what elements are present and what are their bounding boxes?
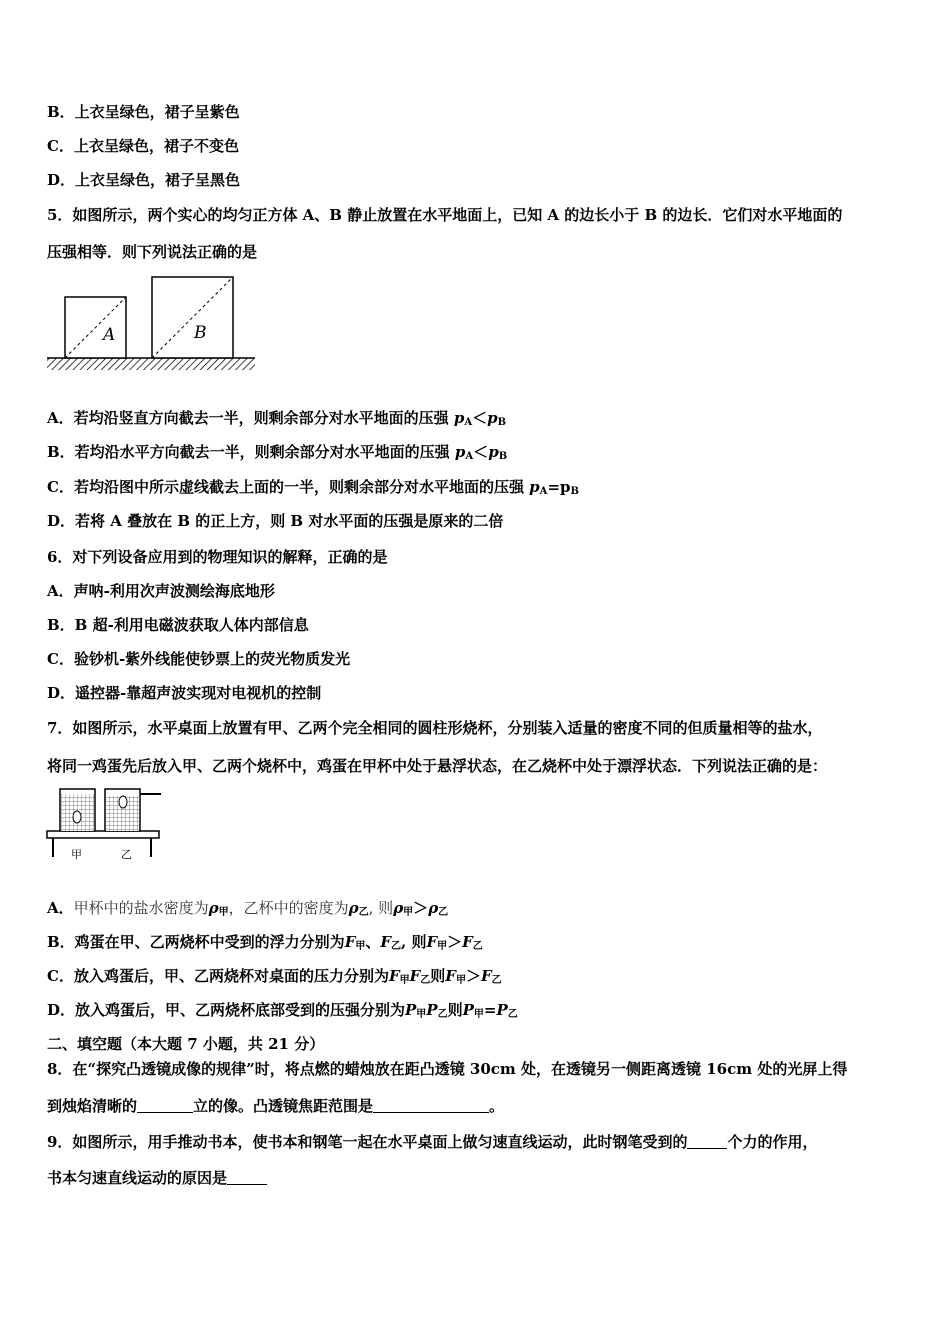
ground-hatch	[47, 358, 255, 370]
q7-option-c: C．放入鸡蛋后，甲、乙两烧杯对桌面的压力分别为$F_甲F_乙$则$F_甲>F_乙$	[47, 967, 502, 986]
label-yi: 乙	[121, 848, 132, 861]
q5-option-d: D．若将 A 叠放在 B 的正上方，则 B 对水平面的压强是原来的二倍	[47, 512, 504, 530]
q9-line1: 9．如图所示，用手推动书本，使书本和钢笔一起在水平桌面上做匀速直线运动，此时钢笔受到的 个力的作用，	[47, 1133, 818, 1151]
q4-option-d: D．上衣呈绿色，裙子呈黑色	[47, 171, 241, 189]
table-top	[47, 831, 159, 838]
q9-blank-1[interactable]	[687, 1134, 727, 1149]
egg-jia	[73, 811, 81, 823]
q6-option-d: D．遥控器-靠超声波实现对电视机的控制	[47, 684, 322, 702]
cube-a-label: A	[103, 325, 116, 345]
q6-option-b: B．B 超-利用电磁波获取人体内部信息	[47, 616, 309, 634]
section-heading: 二、填空题（本大题 7 小题，共 21 分）	[47, 1035, 325, 1053]
q8-blank-2[interactable]	[373, 1098, 489, 1113]
q5-stem-line2: 压强相等．则下列说法正确的是	[47, 243, 258, 261]
q7-stem-line2: 将同一鸡蛋先后放入甲、乙两个烧杯中，鸡蛋在甲杯中处于悬浮状态，在乙烧杯中处于漂浮状态．下列说法正确的是：	[47, 757, 828, 775]
q6-option-c: C．验钞机-紫外线能使钞票上的荧光物质发光	[47, 650, 351, 668]
q5-stem-line1: 5．如图所示，两个实心的均匀正方体 A、B 静止放置在水平地面上，已知 A 的边长小于 B 的边长．它们对水平地面的	[47, 206, 843, 224]
q9-line2: 书本匀速直线运动的原因是	[47, 1168, 267, 1188]
q6-stem: 6．对下列设备应用到的物理知识的解释，正确的是	[47, 548, 388, 566]
cube-b-label: B	[194, 323, 207, 343]
q7-beakers-figure	[45, 785, 165, 865]
q8-line1: 8．在“探究凸透镜成像的规律”时，将点燃的蜡烛放在距凸透镜 30cm 处，在透镜另一侧距离透镜 16cm 处的光屏上得	[47, 1060, 848, 1078]
egg-yi	[119, 796, 127, 808]
label-jia: 甲	[71, 848, 82, 861]
q5-option-c: C．若均沿图中所示虚线截去上面的一半，则剩余部分对水平地面的压强 $p_A=p_B$	[47, 478, 579, 497]
q6-option-a: A．声呐-利用次声波测绘海底地形	[47, 582, 275, 600]
q9-blank-2[interactable]	[227, 1170, 267, 1185]
q8-line2: 到烛焰清晰的 立的像。凸透镜焦距范围是 。	[47, 1097, 505, 1115]
q7-option-d: D．放入鸡蛋后，甲、乙两烧杯底部受到的压强分别为$P_甲P_乙$则$P_甲=P_乙$	[47, 1001, 518, 1020]
q4-option-c: C．上衣呈绿色，裙子不变色	[47, 137, 239, 155]
q7-option-b: B．鸡蛋在甲、乙两烧杯中受到的浮力分别为$F_甲$、$F_乙$, 则$F_甲>F_乙$	[47, 933, 483, 952]
q5-option-a: A．若均沿竖直方向截去一半，则剩余部分对水平地面的压强 $p_A<p_B$	[47, 409, 507, 428]
q7-stem-line1: 7．如图所示，水平桌面上放置有甲、乙两个完全相同的圆柱形烧杯，分别装入适量的密度不同的但质量相等的盐水，	[47, 719, 823, 737]
q5-cubes-figure	[45, 270, 260, 376]
q4-option-b: B．上衣呈绿色，裙子呈紫色	[47, 103, 240, 121]
q8-blank-1[interactable]	[137, 1098, 193, 1113]
q7-option-a: A．甲杯中的盐水密度为$\rho_甲$，乙杯中的密度为$\rho_乙$, 则$\rho_甲>\rho_乙$	[47, 899, 449, 918]
q5-option-b: B．若均沿水平方向截去一半，则剩余部分对水平地面的压强 $p_A<p_B$	[47, 443, 508, 462]
